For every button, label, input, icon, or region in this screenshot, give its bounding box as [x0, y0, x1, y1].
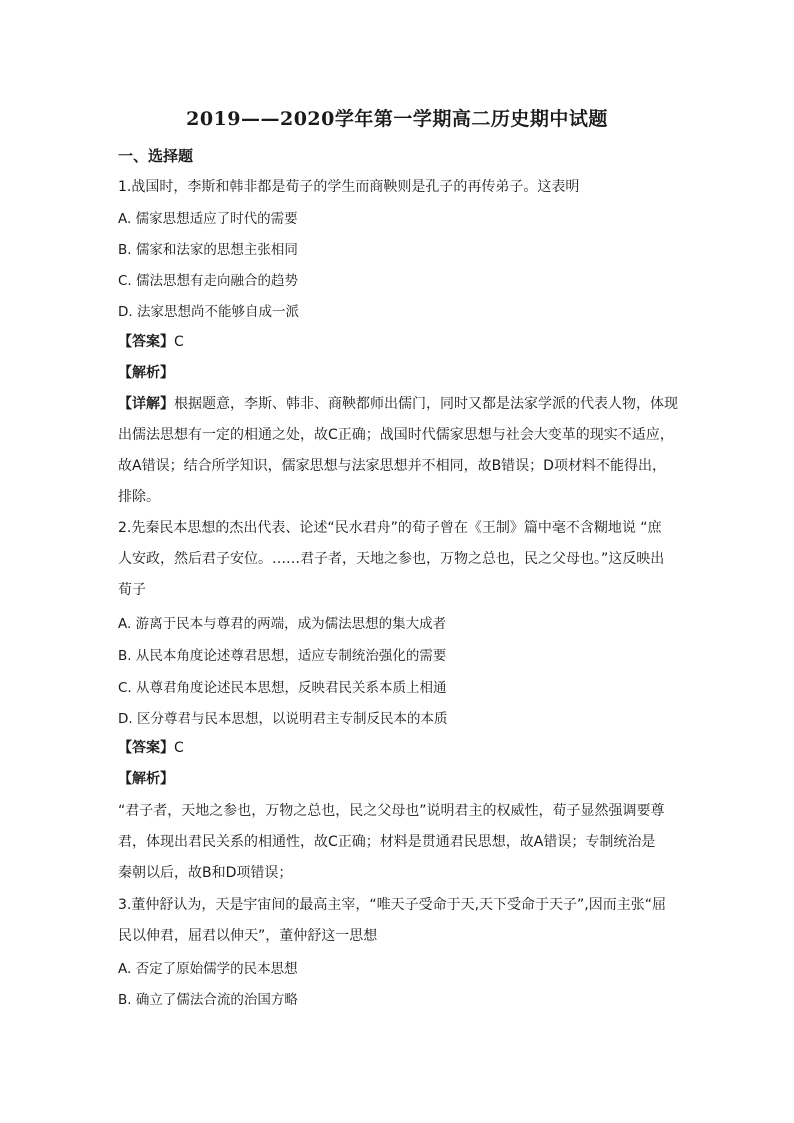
question-1-detail-line: 故A错误；结合所学知识，儒家思想与法家思想并不相同，故B错误；D项材料不能得出，	[118, 458, 666, 474]
question-2-stem-line: 荀子	[118, 582, 146, 598]
question-1-option-a: A. 儒家思想适应了时代的需要	[118, 211, 298, 227]
detail-label: 【详解】	[118, 396, 174, 412]
question-1-option-d: D. 法家思想尚不能够自成一派	[118, 304, 299, 320]
question-3-option-b: B. 确立了儒法合流的治国方略	[118, 992, 298, 1008]
question-2-option-c: C. 从尊君角度论述民本思想，反映君民关系本质上相通	[118, 680, 447, 696]
answer-label: 【答案】	[118, 334, 174, 350]
question-1-answer	[118, 331, 678, 351]
question-1-option-b: B. 儒家和法家的思想主张相同	[118, 242, 298, 258]
question-2-answer	[118, 737, 678, 757]
question-1-detail-line	[118, 393, 678, 413]
question-2-option-a: A. 游离于民本与尊君的两端，成为儒法思想的集大成者	[118, 616, 447, 632]
question-3-option-a: A. 否定了原始儒学的民本思想	[118, 961, 298, 977]
question-1-analysis-label: 【解析】	[118, 365, 174, 381]
question-2-analysis-line: “君子者，天地之参也，万物之总也，民之父母也”说明君主的权威性，荀子显然强调要尊	[118, 803, 665, 819]
section-title: 一、选择题	[118, 147, 194, 165]
answer-value: C	[174, 740, 184, 756]
answer-value: C	[174, 334, 184, 350]
page-title: 2019——2020学年第一学期高二历史期中试题	[186, 108, 608, 130]
question-2-analysis-label: 【解析】	[118, 771, 174, 787]
question-3-stem-line: 民以伸君，屈君以伸天”，董仲舒这一思想	[118, 928, 378, 944]
question-1-option-c: C. 儒法思想有走向融合的趋势	[118, 273, 299, 289]
question-1-detail-line: 出儒法思想有一定的相通之处，故C正确；战国时代儒家思想与社会大变革的现实不适应，	[118, 427, 674, 443]
question-2-analysis-line: 秦朝以后，故B和D项错误；	[118, 865, 293, 881]
question-3-stem-line: 3.董仲舒认为，天是宇宙间的最高主宰，“唯天子受命于天,天下受命于天子”,因而主张“屈	[118, 897, 667, 913]
question-2-stem-line: 人安政，然后君子安位。……君子者，天地之参也，万物之总也，民之父母也。”这反映出	[118, 551, 665, 567]
question-1-detail-line: 排除。	[118, 489, 160, 505]
question-2-stem-line: 2.先秦民本思想的杰出代表、论述“民水君舟”的荀子曾在《王制》篇中毫不含糊地说 “庶	[118, 520, 662, 536]
question-2-option-d: D. 区分尊君与民本思想，以说明君主专制反民本的本质	[118, 711, 448, 727]
question-1-stem: 1.战国时，李斯和韩非都是荀子的学生而商鞅则是孔子的再传弟子。这表明	[118, 179, 580, 195]
answer-label: 【答案】	[118, 740, 174, 756]
question-2-analysis-line: 君，体现出君民关系的相通性，故C正确；材料是贯通君民思想，故A错误；专制统治是	[118, 834, 656, 850]
detail-text: 根据题意，李斯、韩非、商鞅都师出儒门，同时又都是法家学派的代表人物，体现	[174, 396, 678, 412]
question-2-option-b: B. 从民本角度论述尊君思想，适应专制统治强化的需要	[118, 648, 447, 664]
